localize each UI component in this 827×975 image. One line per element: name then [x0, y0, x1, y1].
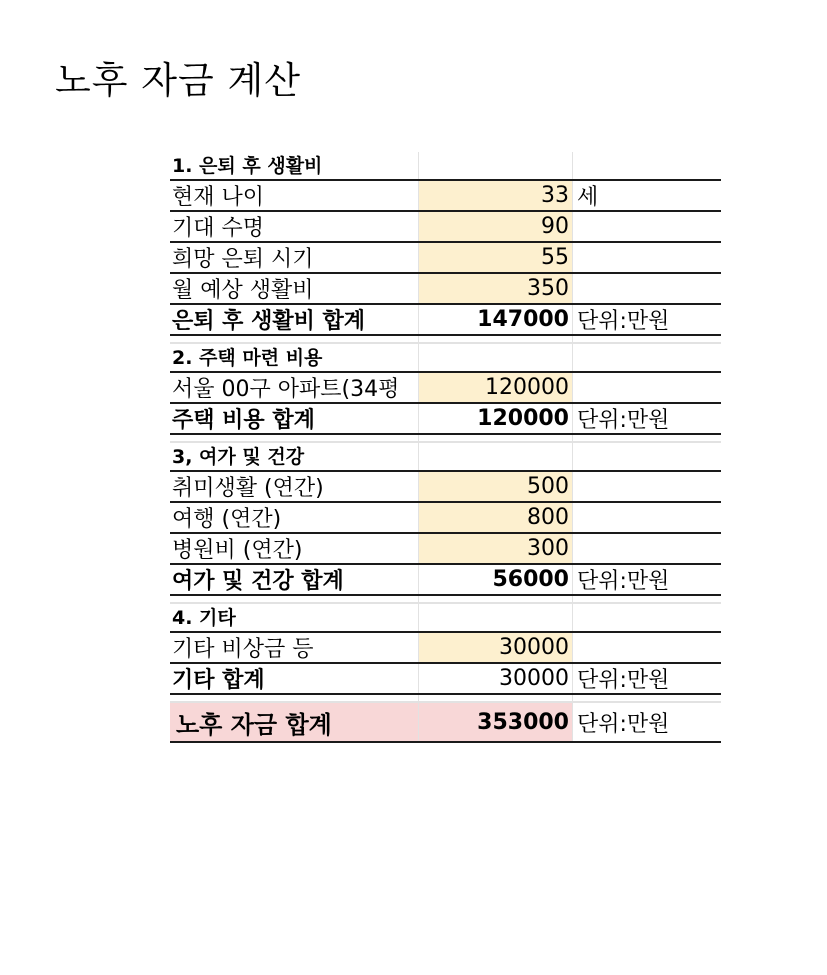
- grand-total-row: [170, 703, 721, 743]
- subtotal-row: [170, 305, 721, 336]
- page-title: 노후 자금 계산: [55, 59, 301, 102]
- section-header[interactable]: 4. 기타: [172, 607, 236, 629]
- unit-cell[interactable]: [573, 633, 721, 662]
- section-header[interactable]: 3, 여가 및 건강: [172, 446, 305, 468]
- unit-cell[interactable]: 단위:만원: [577, 668, 670, 693]
- subtotal-row: [170, 664, 721, 695]
- table-row: [170, 503, 721, 534]
- subtotal-value[interactable]: 56000: [418, 565, 573, 594]
- section-header-row: [170, 604, 721, 633]
- subtotal-value[interactable]: 30000: [418, 664, 573, 693]
- table-row: [170, 633, 721, 664]
- row-label[interactable]: 희망 은퇴 시기: [172, 247, 314, 272]
- row-label[interactable]: 현재 나이: [172, 185, 265, 210]
- subtotal-label[interactable]: 여가 및 건강 합계: [172, 569, 344, 594]
- section-header[interactable]: 1. 은퇴 후 생활비: [172, 155, 323, 177]
- input-value-cell[interactable]: 800: [418, 503, 573, 532]
- input-value-cell[interactable]: 30000: [418, 633, 573, 662]
- input-value-cell[interactable]: 300: [418, 534, 573, 563]
- section-header-row: [170, 344, 721, 373]
- row-label[interactable]: 병원비 (연간): [172, 538, 303, 563]
- subtotal-label[interactable]: 주택 비용 합계: [172, 408, 315, 433]
- spacer-row: [170, 695, 721, 703]
- grand-total-value[interactable]: 353000: [418, 703, 573, 741]
- row-label[interactable]: 서울 00구 아파트(34평: [172, 377, 400, 402]
- section-header[interactable]: 2. 주택 마련 비용: [172, 347, 323, 369]
- unit-cell[interactable]: [573, 472, 721, 501]
- input-value-cell[interactable]: 350: [418, 274, 573, 303]
- empty-cell[interactable]: [418, 604, 573, 631]
- subtotal-row: [170, 404, 721, 435]
- input-value-cell[interactable]: 500: [418, 472, 573, 501]
- empty-cell: [418, 435, 573, 441]
- unit-cell[interactable]: [573, 534, 721, 563]
- row-label[interactable]: 기대 수명: [172, 216, 265, 241]
- input-value-cell[interactable]: 90: [418, 212, 573, 241]
- empty-cell: [418, 596, 573, 602]
- empty-cell[interactable]: [418, 344, 573, 371]
- unit-cell[interactable]: [573, 243, 721, 272]
- section-header-row: [170, 152, 721, 181]
- subtotal-row: [170, 565, 721, 596]
- unit-cell[interactable]: 단위:만원: [577, 408, 670, 433]
- unit-cell[interactable]: [573, 503, 721, 532]
- empty-cell[interactable]: [573, 344, 721, 371]
- row-label[interactable]: 취미생활 (연간): [172, 476, 324, 501]
- spacer-row: [170, 596, 721, 604]
- unit-cell[interactable]: 단위:만원: [577, 309, 670, 334]
- subtotal-label[interactable]: 기타 합계: [172, 668, 265, 693]
- table-row: [170, 181, 721, 212]
- empty-cell[interactable]: [573, 152, 721, 179]
- unit-cell[interactable]: 단위:만원: [577, 711, 670, 737]
- unit-cell[interactable]: 세: [577, 185, 599, 210]
- spacer-row: [170, 435, 721, 443]
- row-label[interactable]: 여행 (연간): [172, 507, 282, 532]
- table-row: [170, 274, 721, 305]
- empty-cell: [418, 336, 573, 342]
- input-value-cell[interactable]: 120000: [418, 373, 573, 402]
- subtotal-label[interactable]: 은퇴 후 생활비 합계: [172, 309, 365, 334]
- input-value-cell[interactable]: 33: [418, 181, 573, 210]
- spacer-row: [170, 336, 721, 344]
- grand-total-label[interactable]: 노후 자금 합계: [170, 703, 418, 741]
- section-header-row: [170, 443, 721, 472]
- table-row: [170, 212, 721, 243]
- row-label[interactable]: 기타 비상금 등: [172, 637, 314, 662]
- table-row: [170, 472, 721, 503]
- table-row: [170, 373, 721, 404]
- empty-cell[interactable]: [418, 152, 573, 179]
- empty-cell: [418, 695, 573, 701]
- spreadsheet-table: [170, 152, 721, 743]
- unit-cell[interactable]: 단위:만원: [577, 569, 670, 594]
- input-value-cell[interactable]: 55: [418, 243, 573, 272]
- table-row: [170, 534, 721, 565]
- unit-cell[interactable]: [573, 373, 721, 402]
- empty-cell[interactable]: [573, 443, 721, 470]
- unit-cell[interactable]: [573, 274, 721, 303]
- table-row: [170, 243, 721, 274]
- subtotal-value[interactable]: 147000: [418, 305, 573, 334]
- row-label[interactable]: 월 예상 생활비: [172, 278, 314, 303]
- subtotal-value[interactable]: 120000: [418, 404, 573, 433]
- empty-cell[interactable]: [418, 443, 573, 470]
- empty-cell[interactable]: [573, 604, 721, 631]
- unit-cell[interactable]: [573, 212, 721, 241]
